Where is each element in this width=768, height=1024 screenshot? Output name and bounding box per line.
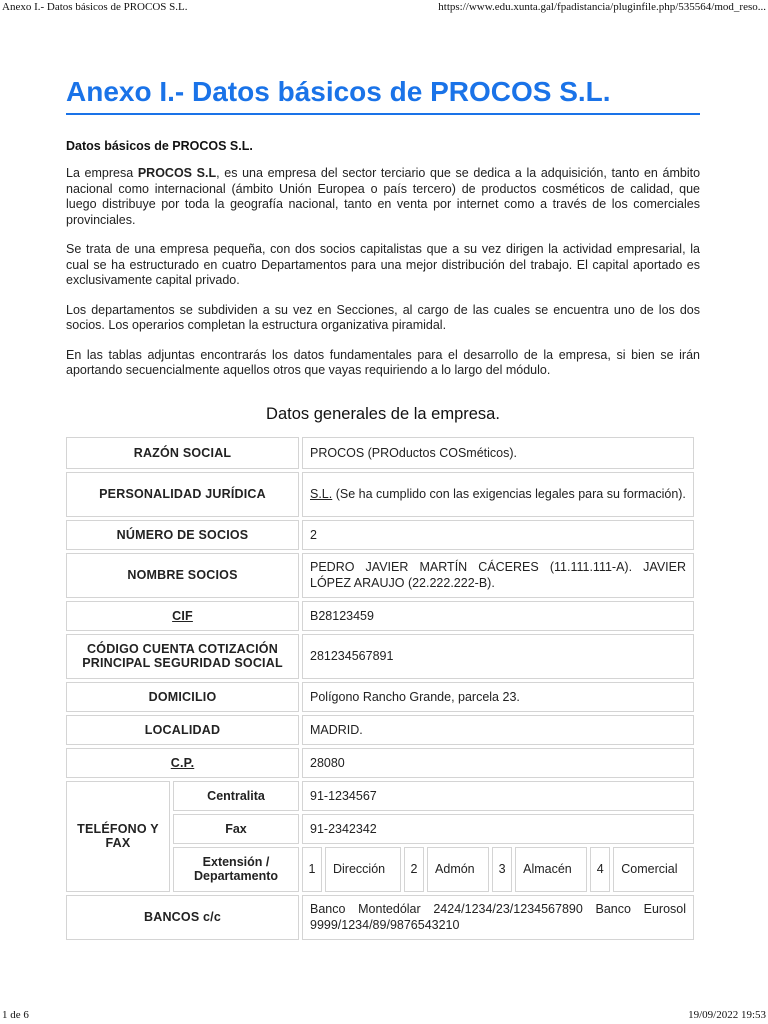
row-label-telefono [66,781,170,892]
row-label-cp [66,748,299,778]
table-row [66,437,694,469]
paragraph-intro-prefix: La empresa [66,166,138,180]
telefono-label-line2: FAX [105,836,131,850]
row-value-cif: B28123459 [302,601,694,631]
sl-abbreviation-link[interactable]: S.L. [310,487,333,501]
print-header-url: https://www.edu.xunta.gal/fpadistancia/pluginfile.php/535564/mod_reso... [438,1,766,13]
row-label-bancos: BANCOS c/c [66,895,299,940]
table-title: Datos generales de la empresa. [266,404,500,423]
row-label-nombre-socios: NOMBRE SOCIOS [66,553,299,598]
row-value-cp: 28080 [302,748,694,778]
value-centralita: 91-1234567 [302,781,694,811]
ccc-label-line2: PRINCIPAL SEGURIDAD SOCIAL [82,656,283,670]
print-header [0,1,768,15]
row-label-ccc [66,634,299,679]
row-value-bancos: Banco Montedólar 2424/1234/23/1234567890 Banco Eurosol 9999/1234/89/9876543210 [302,895,694,940]
personalidad-text: (Se ha cumplido con las exigencias legales para su formación). [332,487,686,501]
cif-abbreviation-link[interactable]: CIF [172,608,193,623]
sublabel-centralita: Centralita [173,781,299,811]
extension-department: Admón [427,847,489,892]
row-value-num-socios: 2 [302,520,694,550]
paragraph-departments: Los departamentos se subdividen a su vez en Secciones, al cargo de las cuales se encuentra uno de los dos socios. Los operarios completan la estructura organizativa piramidal. [66,302,700,332]
row-value-localidad: MADRID. [302,715,694,745]
paragraph-intro-rest: , es una empresa del sector terciario que se dedica a la adquisición, tanto en ámbito nacional como internacional (ámbito Unión Europea o país tercero) de productos cosméticos de calidad, que luego distribuye por toda la geografía nacional, tanto en venta por internet como a través de los comerciales provinciales. [66,166,701,227]
telefono-label-line1: TELÉFONO Y [77,822,159,836]
row-value-razon-social: PROCOS (PROductos COSméticos). [302,437,694,469]
extension-number: 2 [404,847,424,892]
paragraph-structure: Se trata de una empresa pequeña, con dos socios capitalistas que a su vez dirigen la actividad empresarial, la cual se ha estructurado en cuatro Departamentos para una mejor distribución del trabajo. El capital aportado es exclusivamente capital privado. [66,242,700,287]
row-label-localidad: LOCALIDAD [66,715,299,745]
page-title: Anexo I.- Datos básicos de PROCOS S.L. [66,75,700,115]
print-footer [0,1009,768,1023]
row-value-domicilio: Polígono Rancho Grande, parcela 23. [302,682,694,712]
extension-number: 3 [492,847,512,892]
row-label-domicilio: DOMICILIO [66,682,299,712]
ccc-label-line1: CÓDIGO CUENTA COTIZACIÓN [87,642,278,656]
table-row [66,601,694,631]
sublabel-extension [173,847,299,892]
extension-department: Comercial [613,847,694,892]
document-content [66,75,700,943]
extension-department: Almacén [515,847,587,892]
table-row [66,634,694,679]
table-row [66,553,694,598]
extension-number: 4 [590,847,610,892]
company-name: PROCOS S.L [137,166,217,180]
extension-number: 1 [302,847,322,892]
extension-label-line2: Departamento [193,869,279,883]
row-label-razon-social: RAZÓN SOCIAL [66,437,299,469]
table-row [66,748,694,778]
sublabel-fax: Fax [173,814,299,844]
company-data-table [63,434,697,943]
table-row [66,781,694,811]
table-row [66,472,694,517]
value-fax: 91-2342342 [302,814,694,844]
extension-label-line1: Extensión / [202,855,270,869]
table-row [66,520,694,550]
row-value-nombre-socios: PEDRO JAVIER MARTÍN CÁCERES (11.111.111-A). JAVIER LÓPEZ ARAUJO (22.222.222-B). [302,553,694,598]
extension-department: Dirección [325,847,401,892]
row-label-cif [66,601,299,631]
row-value-personalidad [302,472,694,517]
print-header-title: Anexo I.- Datos básicos de PROCOS S.L. [2,1,188,13]
paragraph-intro [66,166,700,228]
page-number: 1 de 6 [2,1009,29,1021]
table-row [66,682,694,712]
paragraph-tables-note: En las tablas adjuntas encontrarás los datos fundamentales para el desarrollo de la empresa, si bien se irán aportando secuencialmente aquellos otros que vayas requiriendo a lo largo del módulo. [66,347,700,377]
table-row [66,715,694,745]
row-value-ccc: 281234567891 [302,634,694,679]
table-row [66,895,694,940]
cp-abbreviation-link[interactable]: C.P. [170,755,195,770]
row-label-num-socios: NÚMERO DE SOCIOS [66,520,299,550]
row-label-personalidad: PERSONALIDAD JURÍDICA [66,472,299,517]
print-datetime: 19/09/2022 19:53 [688,1009,766,1021]
section-subtitle: Datos básicos de PROCOS S.L. [66,139,253,153]
